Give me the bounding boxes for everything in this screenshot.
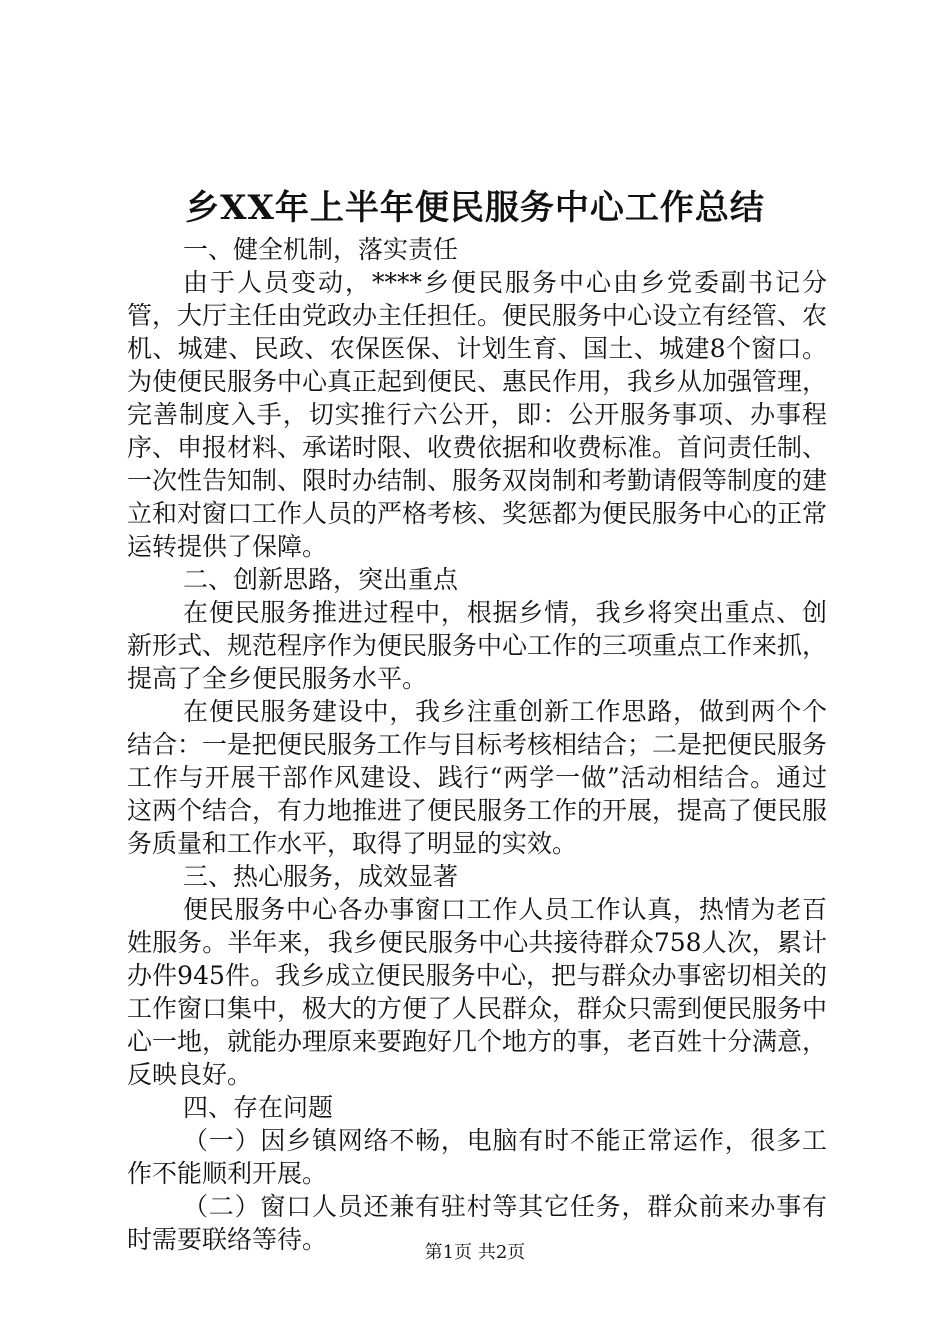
page-footer: 第1页 共2页	[424, 1242, 526, 1263]
section-3-paragraph-1: 便民服务中心各办事窗口工作人员工作认真，热情为老百姓服务。半年来，我乡便民服务中心共接待群众758人次，累计办件945件。我乡成立便民服务中心，把与群众办事密切相关的工作窗口集中，极大的方便了人民群众，群众只需到便民服务中心一地，就能办理原来要跑好几个地方的事，老百姓十分满意，反映良好。	[127, 895, 828, 1089]
section-4-paragraph-2: （二）窗口人员还兼有驻村等其它任务，群众前来办事有时需要联络等待。	[127, 1192, 827, 1254]
document-body	[127, 233, 827, 1256]
document-title: 乡XX年上半年便民服务中心工作总结	[185, 188, 765, 228]
section-heading-4: 四、存在问题	[183, 1093, 334, 1122]
section-2-paragraph-2: 在便民服务建设中，我乡注重创新工作思路，做到两个个结合：一是把便民服务工作与目标考核相结合；二是把便民服务工作与开展干部作风建设、践行“两学一做”活动相结合。通过这两个结合，有力地推进了便民服务工作的开展，提高了便民服务质量和工作水平，取得了明显的实效。	[127, 697, 828, 858]
section-heading-3: 三、热心服务，成效显著	[183, 862, 459, 891]
section-2-paragraph-1: 在便民服务推进过程中，根据乡情，我乡将突出重点、创新形式、规范程序作为便民服务中心工作的三项重点工作来抓，提高了全乡便民服务水平。	[127, 598, 828, 693]
section-4-paragraph-1: （一）因乡镇网络不畅，电脑有时不能正常运作，很多工作不能顺利开展。	[127, 1126, 827, 1188]
section-heading-2: 二、创新思路，突出重点	[183, 565, 459, 594]
section-1-paragraph-1: 由于人员变动，****乡便民服务中心由乡党委副书记分管，大厅主任由党政办主任担任。便民服务中心设立有经管、农机、城建、民政、农保医保、计划生育、国土、城建8个窗口。为使便民服务中心真正起到便民、惠民作用，我乡从加强管理，完善制度入手，切实推行六公开，即：公开服务事项、办事程序、申报材料、承诺时限、收费依据和收费标准。首问责任制、一次性告知制、限时办结制、服务双岗制和考勤请假等制度的建立和对窗口工作人员的严格考核、奖惩都为便民服务中心的正常运转提供了保障。	[127, 268, 828, 561]
section-heading-1: 一、健全机制，落实责任	[183, 235, 459, 264]
